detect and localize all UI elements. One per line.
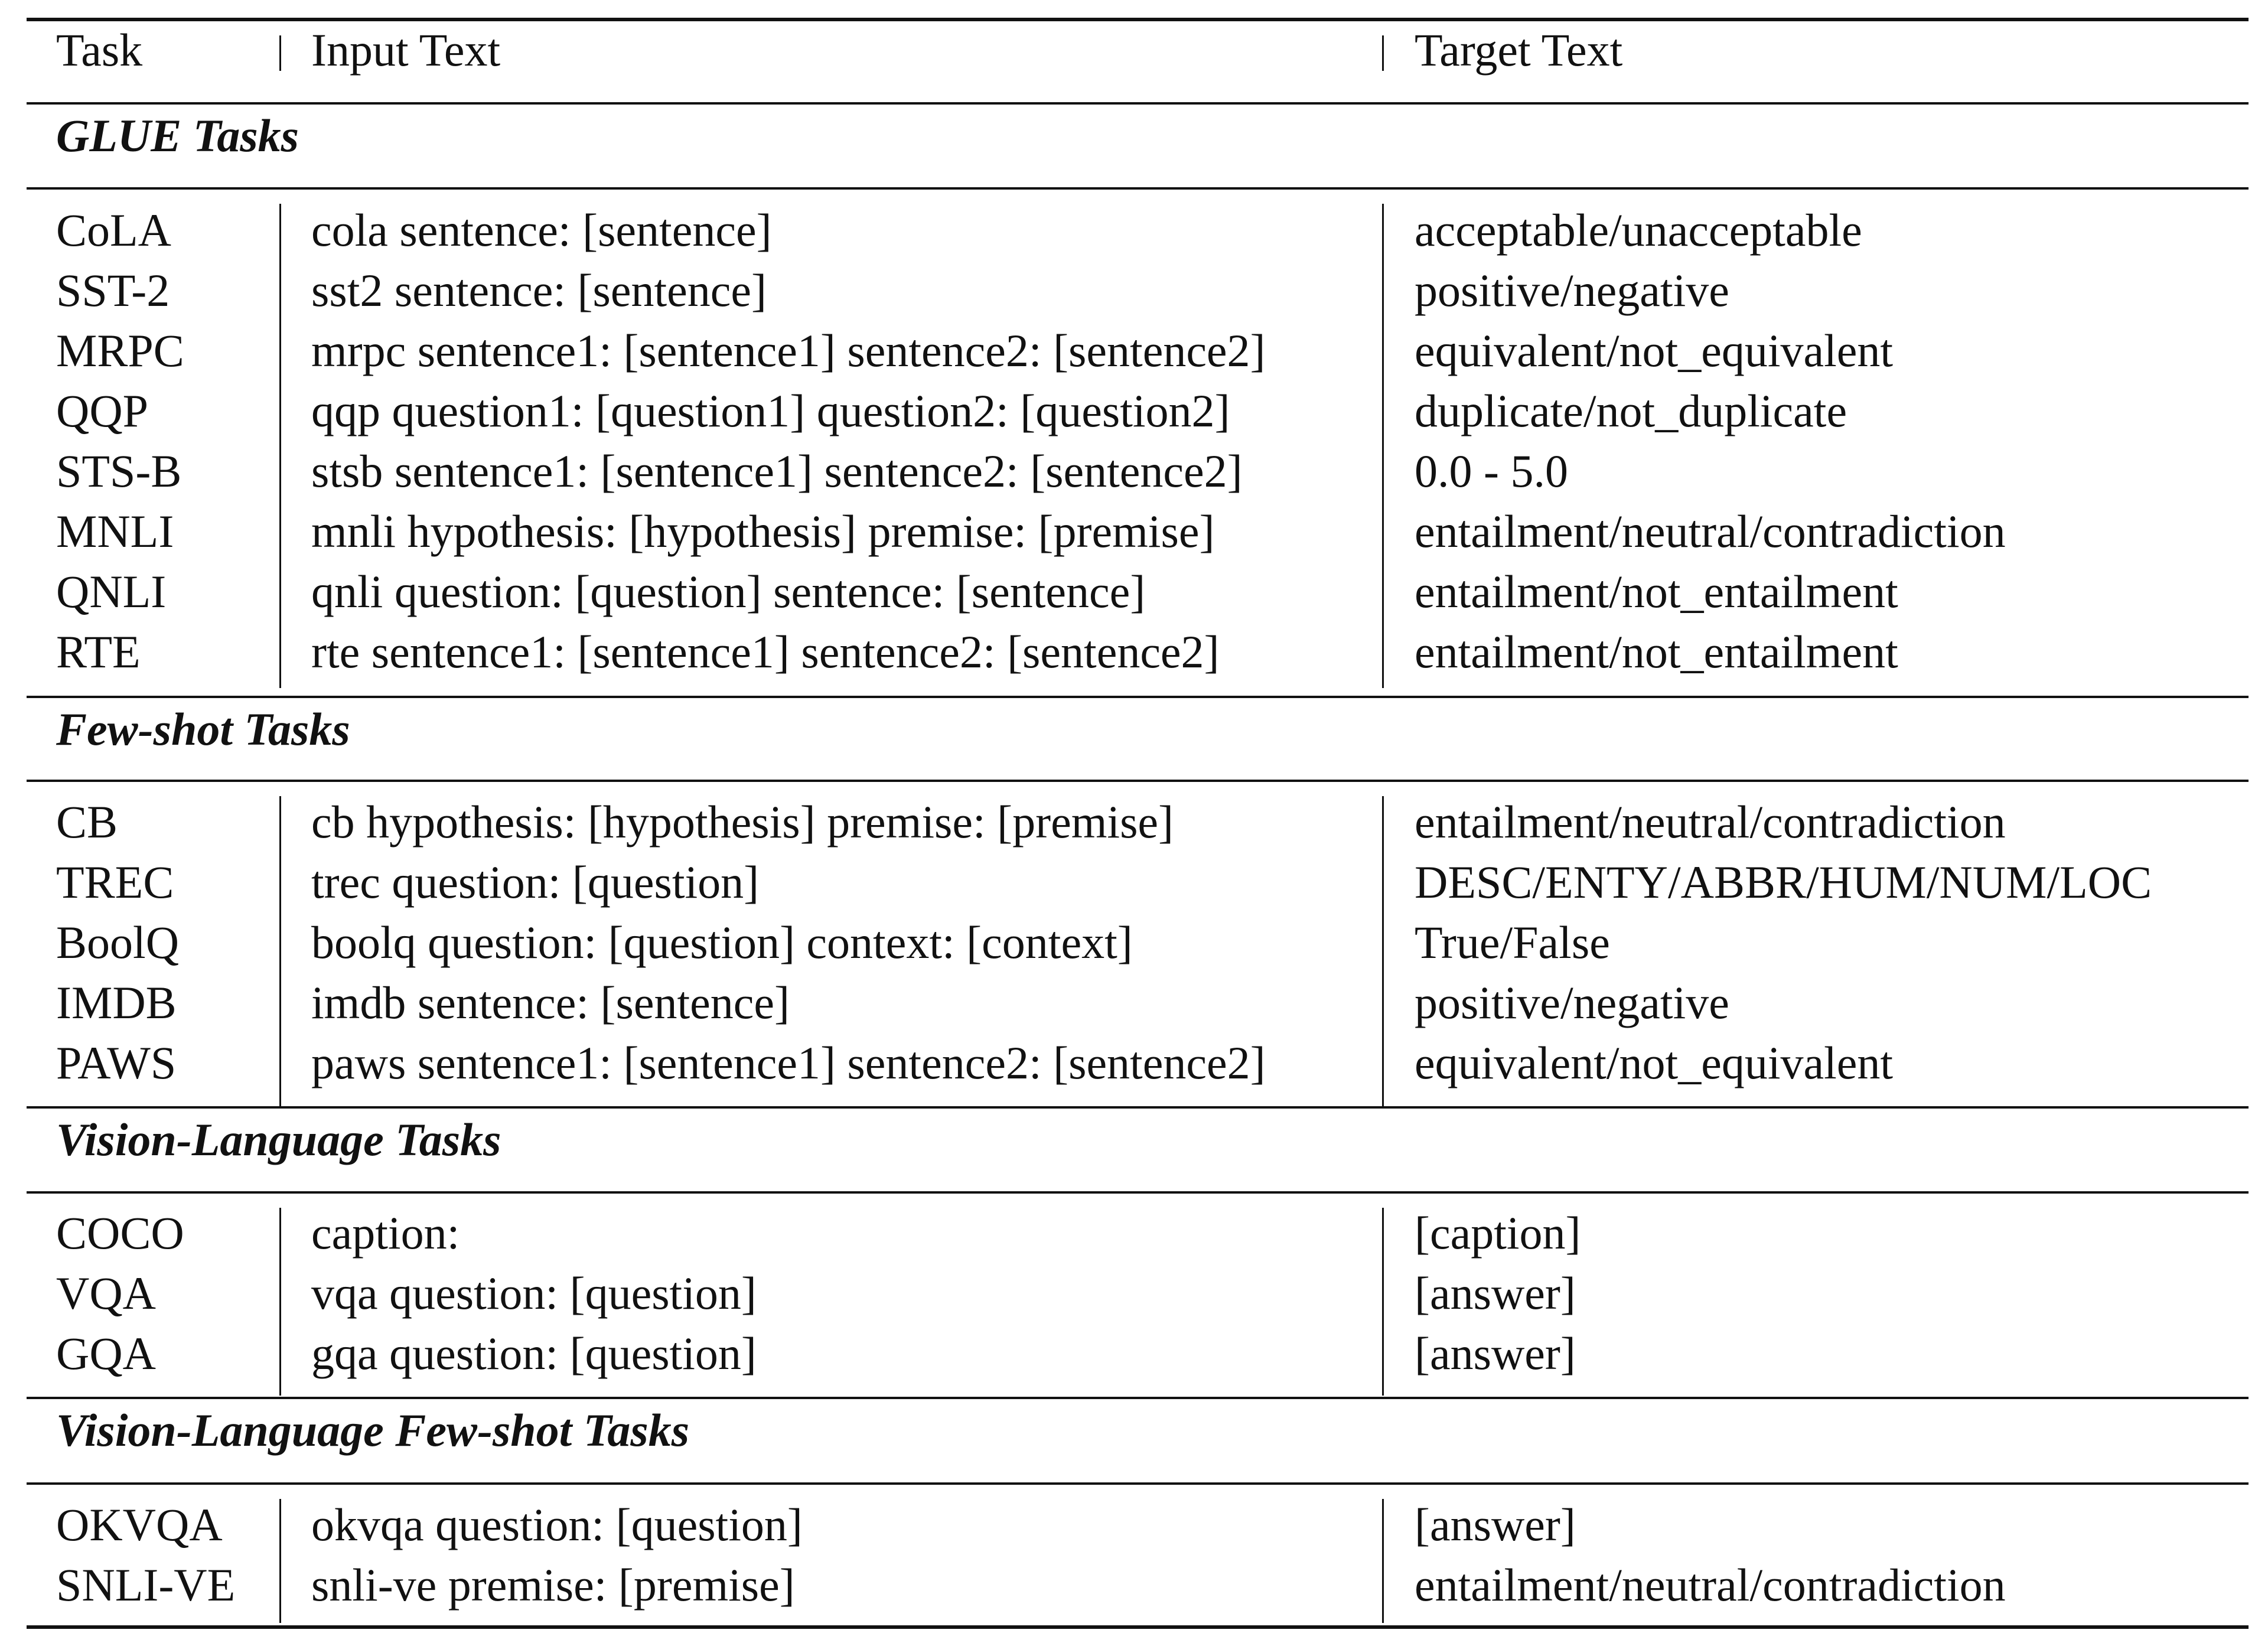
- table-row-input: imdb sentence: [sentence]: [311, 977, 790, 1028]
- section-rule: [27, 780, 2249, 782]
- table-row-input: rte sentence1: [sentence1] sentence2: [sentence2]: [311, 626, 1220, 677]
- table-row-target: equivalent/not_equivalent: [1415, 325, 1894, 376]
- table-row-task: QNLI: [56, 566, 167, 617]
- table-row-target: positive/negative: [1415, 265, 1729, 316]
- table-row-input: sst2 sentence: [sentence]: [311, 265, 767, 316]
- table-row-task: SST-2: [56, 265, 170, 316]
- table-row-target: entailment/neutral/contradiction: [1415, 796, 2006, 848]
- header-target-text: Target Text: [1415, 24, 1623, 76]
- table-bottom-rule: [27, 1625, 2249, 1629]
- table-row-task: TREC: [56, 856, 174, 908]
- column-divider: [279, 35, 281, 71]
- table-row-target: entailment/not_entailment: [1415, 626, 1898, 677]
- table-row-target: DESC/ENTY/ABBR/HUM/NUM/LOC: [1415, 856, 2152, 908]
- column-divider: [279, 204, 281, 688]
- table-row-target: duplicate/not_duplicate: [1415, 385, 1847, 436]
- table-row-task: STS-B: [56, 445, 182, 497]
- table-row-target: True/False: [1415, 917, 1610, 968]
- section-title-glue: GLUE Tasks: [56, 110, 299, 161]
- section-rule: [27, 187, 2249, 190]
- table-row-input: boolq question: [question] context: [context]: [311, 917, 1133, 968]
- section-rule: [27, 696, 2249, 698]
- column-divider: [279, 1208, 281, 1396]
- table-row-input: mnli hypothesis: [hypothesis] premise: [premise]: [311, 506, 1215, 557]
- table-row-target: [answer]: [1415, 1267, 1576, 1319]
- column-divider: [1382, 1499, 1384, 1623]
- table-row-target: entailment/neutral/contradiction: [1415, 1559, 2006, 1611]
- table-row-input: vqa question: [question]: [311, 1267, 757, 1319]
- table-row-input: gqa question: [question]: [311, 1328, 757, 1379]
- table-row-input: paws sentence1: [sentence1] sentence2: [sentence2]: [311, 1037, 1266, 1088]
- section-rule: [27, 1482, 2249, 1485]
- table-row-task: CB: [56, 796, 118, 848]
- table-row-input: cb hypothesis: [hypothesis] premise: [premise]: [311, 796, 1174, 848]
- table-row-task: VQA: [56, 1267, 156, 1319]
- column-divider: [279, 796, 281, 1106]
- table-row-input: snli-ve premise: [premise]: [311, 1559, 795, 1611]
- table-row-input: caption:: [311, 1207, 460, 1259]
- table-row-input: qnli question: [question] sentence: [sentence]: [311, 566, 1146, 617]
- table-row-target: [answer]: [1415, 1328, 1576, 1379]
- table-row-task: BoolQ: [56, 917, 180, 968]
- table-row-input: cola sentence: [sentence]: [311, 204, 772, 256]
- table-row-task: QQP: [56, 385, 149, 436]
- table-row-target: entailment/not_entailment: [1415, 566, 1898, 617]
- table-row-input: qqp question1: [question1] question2: [question2]: [311, 385, 1230, 436]
- header-task: Task: [56, 24, 143, 76]
- section-title-vision-language: Vision-Language Tasks: [56, 1114, 501, 1165]
- table-row-task: OKVQA: [56, 1499, 223, 1550]
- table-row-input: stsb sentence1: [sentence1] sentence2: [sentence2]: [311, 445, 1243, 497]
- table-row-target: positive/negative: [1415, 977, 1729, 1028]
- header-rule: [27, 102, 2249, 105]
- section-rule: [27, 1397, 2249, 1399]
- table-row-input: mrpc sentence1: [sentence1] sentence2: [sentence2]: [311, 325, 1266, 376]
- table-row-task: CoLA: [56, 204, 171, 256]
- table-row-task: IMDB: [56, 977, 177, 1028]
- table-row-task: SNLI-VE: [56, 1559, 236, 1611]
- column-divider: [279, 1499, 281, 1623]
- table-row-input: okvqa question: [question]: [311, 1499, 803, 1550]
- section-title-few-shot: Few-shot Tasks: [56, 703, 350, 755]
- table-row-target: [answer]: [1415, 1499, 1576, 1550]
- table-row-target: 0.0 - 5.0: [1415, 445, 1568, 497]
- table-row-task: RTE: [56, 626, 141, 677]
- column-divider: [1382, 204, 1384, 688]
- table-row-target: entailment/neutral/contradiction: [1415, 506, 2006, 557]
- section-rule: [27, 1106, 2249, 1109]
- column-divider: [1382, 35, 1384, 71]
- table-row-task: MNLI: [56, 506, 174, 557]
- header-input-text: Input Text: [311, 24, 501, 76]
- table-row-task: COCO: [56, 1207, 184, 1259]
- column-divider: [1382, 796, 1384, 1106]
- section-title-vision-language-few-shot: Vision-Language Few-shot Tasks: [56, 1404, 690, 1456]
- column-divider: [1382, 1208, 1384, 1396]
- table-row-target: equivalent/not_equivalent: [1415, 1037, 1894, 1088]
- table-row-target: acceptable/unacceptable: [1415, 204, 1862, 256]
- table-row-task: PAWS: [56, 1037, 177, 1088]
- table-row-target: [caption]: [1415, 1207, 1581, 1259]
- table-row-task: MRPC: [56, 325, 184, 376]
- table-row-task: GQA: [56, 1328, 156, 1379]
- section-rule: [27, 1191, 2249, 1194]
- table-row-input: trec question: [question]: [311, 856, 760, 908]
